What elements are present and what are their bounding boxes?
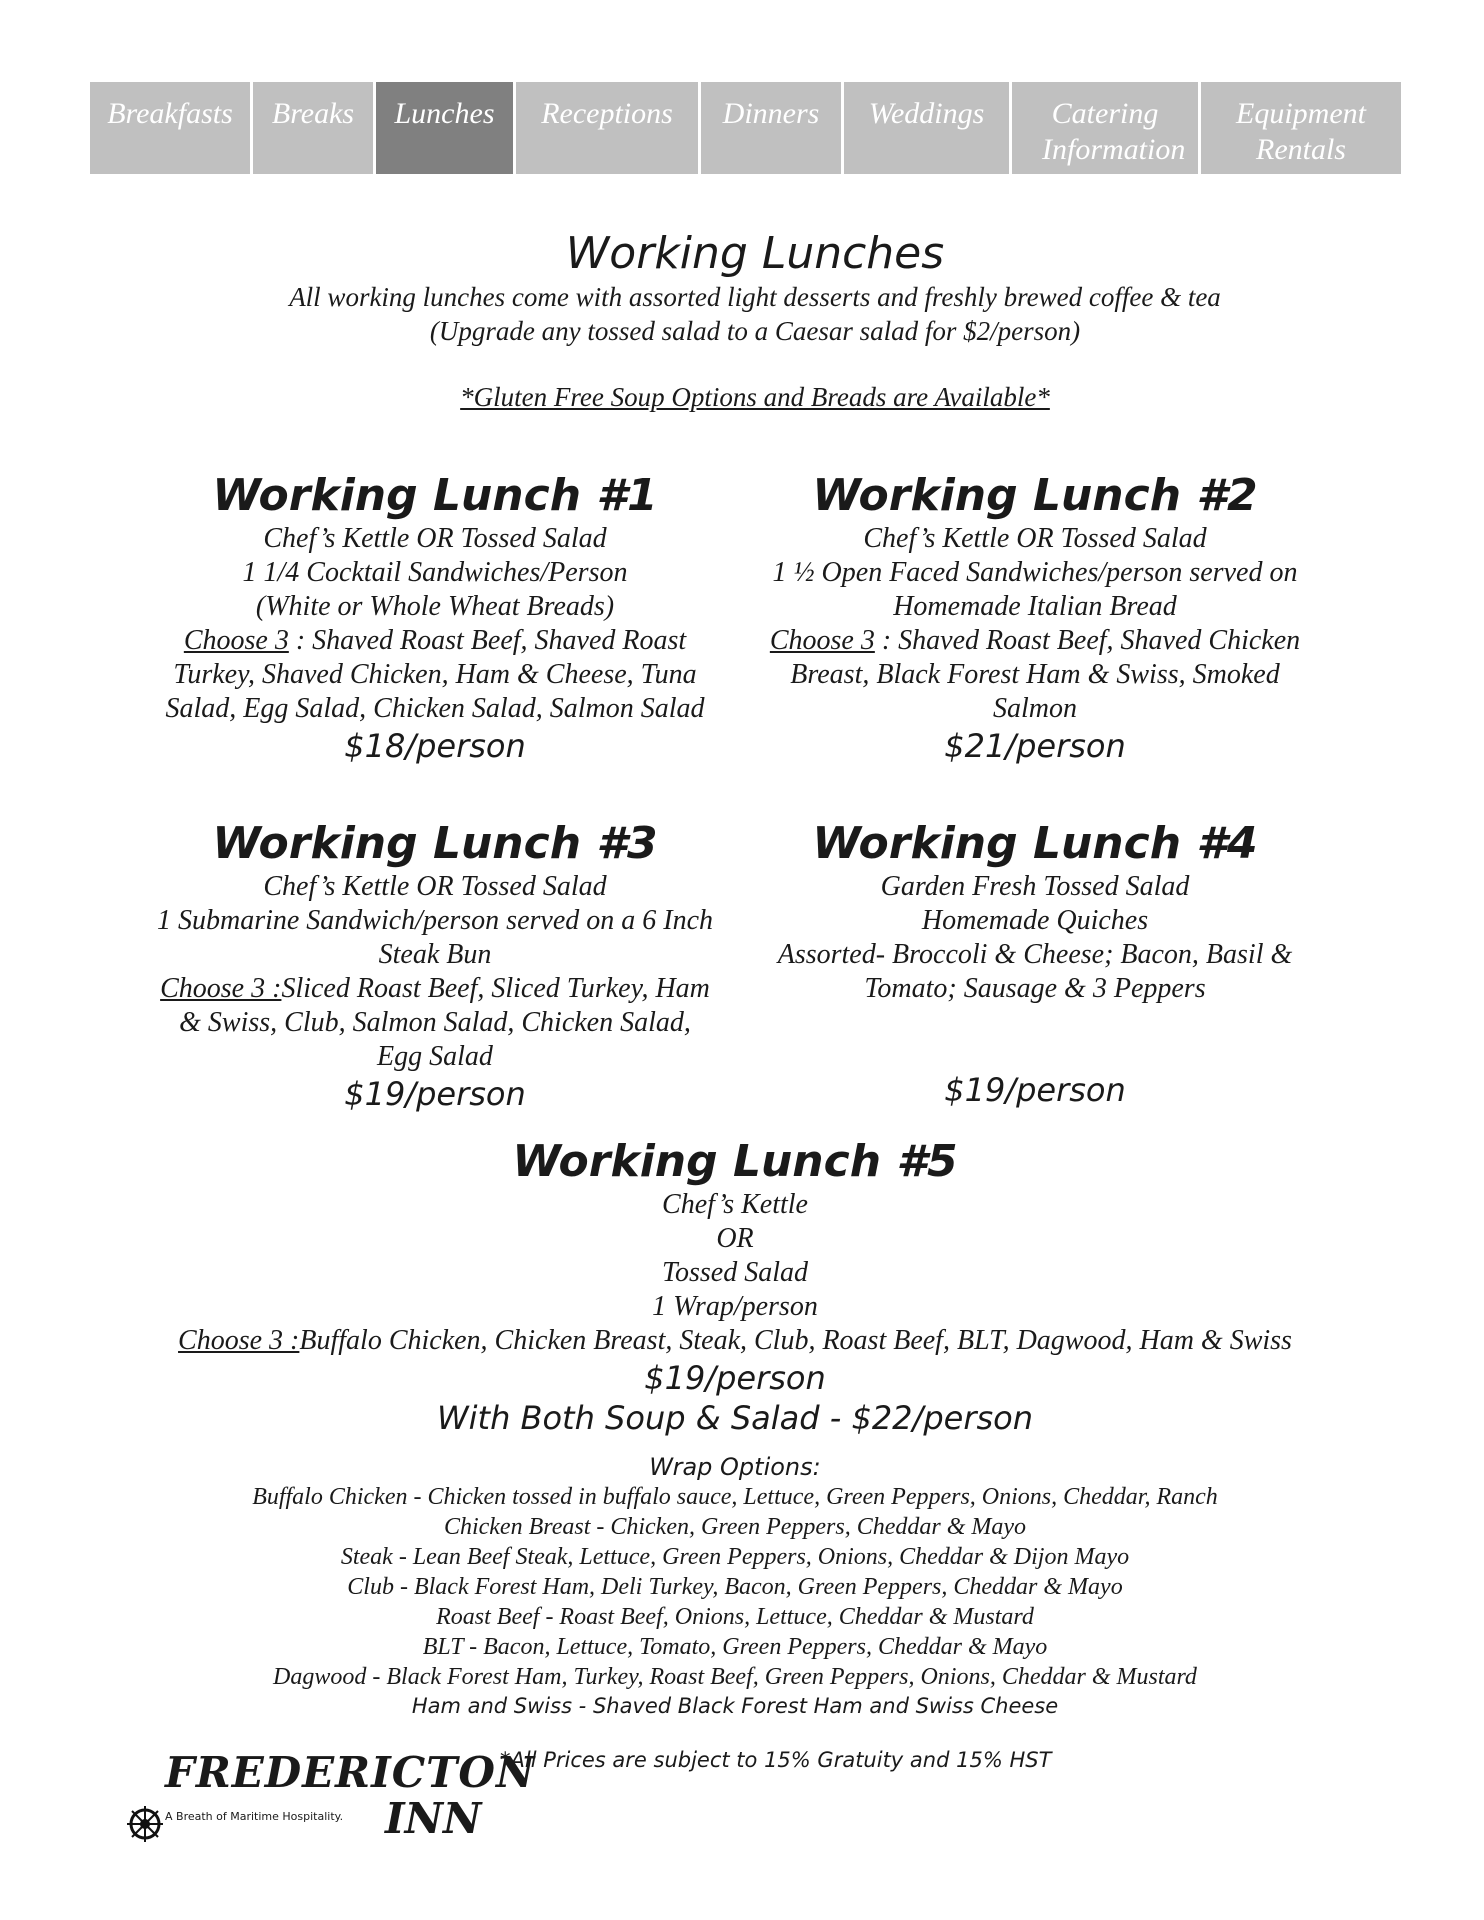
lunch-4-section	[735, 818, 1335, 1110]
lunch-2-line: Salmon	[993, 693, 1077, 724]
lunch-2-line: Breast, Black Forest Ham & Swiss, Smoked	[790, 659, 1280, 690]
lunch-2-choose-line	[735, 624, 1335, 658]
wrap-option-item: Dagwood - Black Forest Ham, Turkey, Roast Beef, Green Peppers, Onions, Cheddar & Mustard	[273, 1664, 1197, 1690]
lunch-5-line: Tossed Salad	[661, 1257, 808, 1288]
choose-label: Choose 3 :	[178, 1325, 300, 1356]
wrap-option-item: Ham and Swiss - Shaved Black Forest Ham and Swiss Cheese	[411, 1694, 1059, 1718]
logo-tagline: A Breath of Maritime Hospitality.	[165, 1810, 344, 1823]
lunch-4-line: Homemade Quiches	[921, 905, 1149, 936]
wrap-option-item: Steak - Lean Beef Steak, Lettuce, Green Peppers, Onions, Cheddar & Dijon Mayo	[340, 1544, 1130, 1570]
lunch-5-both-price: With Both Soup & Salad - $22/person	[436, 1399, 1033, 1437]
lunch-2-line: Homemade Italian Bread	[893, 591, 1177, 622]
lunch-1-title: Working Lunch #1	[212, 470, 658, 521]
lunch-3-line: Egg Salad	[377, 1041, 493, 1072]
lunch-3-line: Steak Bun	[378, 939, 492, 970]
choose-label: Choose 3 :	[160, 973, 282, 1004]
lunch-3-line: Chef’s Kettle OR Tossed Salad	[263, 871, 607, 902]
wrap-option-item: Roast Beef - Roast Beef, Onions, Lettuce, Cheddar & Mustard	[436, 1604, 1034, 1630]
tab-lunches[interactable]: Lunches	[376, 82, 513, 174]
lunch-3-section	[135, 818, 735, 1114]
lunch-3-price: $19/person	[344, 1075, 526, 1113]
fredericton-inn-logo	[125, 1748, 536, 1848]
lunch-2-line: 1 ½ Open Faced Sandwiches/person served on	[772, 557, 1298, 588]
wrap-options-section	[135, 1452, 1335, 1720]
lunch-1-line: (White or Whole Wheat Breads)	[255, 591, 615, 622]
wrap-option-item: Club - Black Forest Ham, Deli Turkey, Bacon, Green Peppers, Cheddar & Mayo	[347, 1574, 1123, 1600]
tab-weddings[interactable]: Weddings	[844, 82, 1009, 174]
lunch-3-choose-line	[135, 972, 735, 1006]
page-title: Working Lunches	[565, 228, 945, 279]
lunch-2-title: Working Lunch #2	[812, 470, 1258, 521]
lunch-1-line: Chef’s Kettle OR Tossed Salad	[263, 523, 607, 554]
tab-equipment-rentals[interactable]: Equipment Rentals	[1201, 82, 1401, 174]
wrap-option-item: BLT - Bacon, Lettuce, Tomato, Green Peppers, Cheddar & Mayo	[422, 1634, 1048, 1660]
lunch-5-price: $19/person	[644, 1359, 826, 1397]
lunch-4-line: Assorted- Broccoli & Cheese; Bacon, Basil &	[777, 939, 1293, 970]
lunch-2-options: : Shaved Roast Beef, Shaved Chicken	[881, 625, 1301, 656]
lunch-3-options: Sliced Roast Beef, Sliced Turkey, Ham	[281, 973, 710, 1004]
gratuity-note: *All Prices are subject to 15% Gratuity and 15% HST	[500, 1748, 1052, 1772]
header-line-2: (Upgrade any tossed salad to a Caesar salad for $2/person)	[429, 316, 1081, 346]
lunch-1-line: Turkey, Shaved Chicken, Ham & Cheese, Tuna	[173, 659, 697, 690]
choose-label: Choose 3	[769, 625, 875, 656]
tab-breakfasts[interactable]: Breakfasts	[90, 82, 250, 174]
lunch-1-line: Salad, Egg Salad, Chicken Salad, Salmon Salad	[165, 693, 705, 724]
tab-breaks[interactable]: Breaks	[253, 82, 373, 174]
lunch-4-price: $19/person	[944, 1071, 1126, 1109]
lunch-5-line: OR	[716, 1223, 754, 1254]
lunch-4-title: Working Lunch #4	[812, 818, 1258, 869]
header-line-1: All working lunches come with assorted light desserts and freshly brewed coffee & tea	[289, 282, 1221, 312]
tab-receptions[interactable]: Receptions	[516, 82, 698, 174]
ship-wheel-icon	[125, 1804, 165, 1844]
logo-wordmark-bottom: INN	[385, 1794, 482, 1843]
lunch-3-line: & Swiss, Club, Salmon Salad, Chicken Salad,	[179, 1007, 691, 1038]
lunch-4-line: Tomato; Sausage & 3 Peppers	[864, 973, 1206, 1004]
lunch-1-options: : Shaved Roast Beef, Shaved Roast	[295, 625, 687, 656]
logo-wordmark-top: FREDERICTON	[165, 1748, 536, 1797]
lunch-2-section	[735, 470, 1335, 766]
lunch-1-section	[135, 470, 735, 766]
lunch-5-line: 1 Wrap/person	[652, 1291, 818, 1322]
lunch-5-choose-line	[135, 1324, 1335, 1358]
lunch-2-price: $21/person	[944, 727, 1126, 765]
lunch-1-price: $18/person	[344, 727, 526, 765]
gluten-free-note: *Gluten Free Soup Options and Breads are Available*	[460, 382, 1050, 412]
lunch-5-line: Chef’s Kettle	[662, 1189, 808, 1220]
lunch-3-line: 1 Submarine Sandwich/person served on a 6 Inch	[156, 905, 714, 936]
wrap-option-item: Buffalo Chicken - Chicken tossed in buffalo sauce, Lettuce, Green Peppers, Onions, Cheddar, Ranch	[252, 1484, 1218, 1510]
wrap-option-item: Chicken Breast - Chicken, Green Peppers, Cheddar & Mayo	[443, 1514, 1027, 1540]
lunch-1-line: 1 1/4 Cocktail Sandwiches/Person	[242, 557, 628, 588]
wrap-options-heading: Wrap Options:	[649, 1453, 821, 1481]
tab-dinners[interactable]: Dinners	[701, 82, 841, 174]
lunch-4-line: Garden Fresh Tossed Salad	[880, 871, 1190, 902]
tab-catering-information[interactable]: Catering Information	[1012, 82, 1198, 174]
lunch-5-options: Buffalo Chicken, Chicken Breast, Steak, Club, Roast Beef, BLT, Dagwood, Ham & Swiss	[299, 1325, 1292, 1356]
lunch-5-section	[135, 1136, 1335, 1438]
lunch-1-choose-line	[135, 624, 735, 658]
lunch-5-title: Working Lunch #5	[512, 1136, 958, 1187]
header-section	[200, 228, 1310, 414]
choose-label: Choose 3	[183, 625, 289, 656]
lunch-2-line: Chef’s Kettle OR Tossed Salad	[863, 523, 1207, 554]
lunch-3-title: Working Lunch #3	[212, 818, 658, 869]
top-navigation	[90, 82, 1412, 174]
